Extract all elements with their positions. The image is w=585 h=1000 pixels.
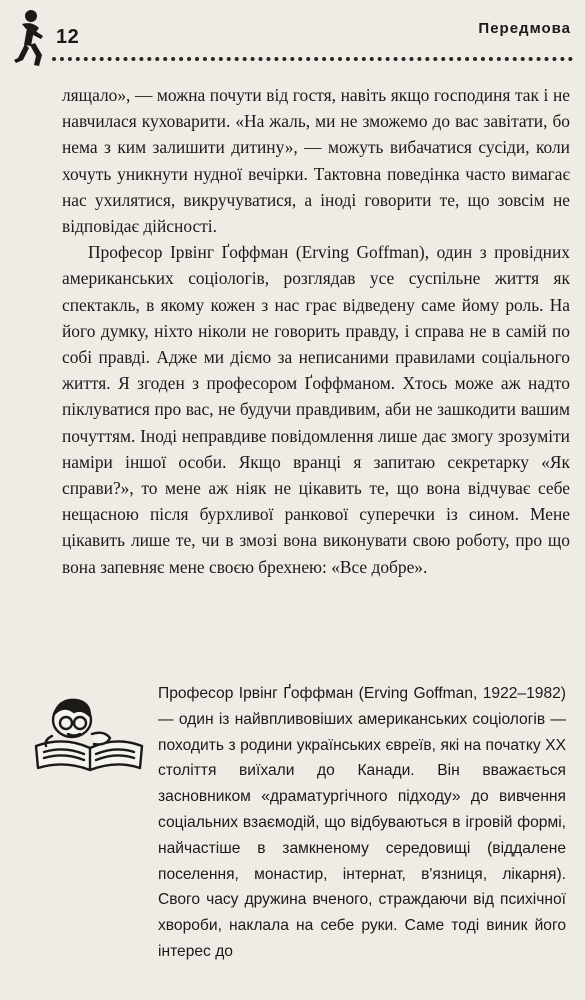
header-divider: [52, 57, 573, 61]
running-head: Передмова: [478, 20, 571, 37]
paragraph: Професор Ірвінг Ґоффман (Erving Goffman), один з провідних американських соціологів, розглядав усе суспільне життя як спектакль, в якому кожен з нас грає відведену саме йому роль. На його думку, ніхто ніколи не говорить правду, і справа не в самій по собі правді. Адже ми діємо за неписаними правилами соціального життя. Я згоден з професором Ґоффманом. Хтось може аж надто піклуватися про вас, не будучи правдивим, аби не зашкодити вашим почуттям. Іноді неправдиве повідомлення лише дає змогу зрозуміти наміри іншої особи. Якщо вранці я запитаю секретарку «Як справи?», то мене аж ніяк не цікавить те, що вона відчуває себе нещасною після бурхливої ранкової суперечки із сином. Мене цікавить лише те, чи в змозі вона виконувати свою роботу, про що вона запевняє мене своєю брехнею: «Все добре».: [62, 242, 570, 577]
paragraph: лящало», — можна почути від гостя, навіть якщо господиня так і не навчилася куховарити. «На жаль, ми не зможемо до вас завітати, бо нема з ким залишити дитину», — можуть вибачатися сусіди, коли хочуть уникнути нудної вечірки. Тактовна поведінка часто вимагає нас ухилятися, викручуватися, а іноді говорити те, що зовсім не відповідає дійсності.: [62, 85, 570, 237]
sidebar-note: Професор Ірвінг Ґоффман (Erving Goffman, 1922–1982) — один із найвпливовіших американських соціологів — походить з родини українських євреїв, які на початку XX століття виїхали до Канади. Він вважається засновником «драматургічного підходу» до вивчення соціальних взаємодій, що відбуваються в ігровій формі, найчастіше в замкненому середовищі (віддалене поселення, монастир, інтернат, в'язниця, лікарня). Свого часу дружина вченого, страждаючи від психічної хвороби, наклала на себе руки. Саме тоді виник його інтерес до: [158, 685, 566, 960]
page-number: 12: [56, 26, 80, 48]
main-text: [62, 82, 570, 580]
reading-student-icon: [30, 690, 148, 774]
running-figure-icon: [12, 8, 46, 68]
